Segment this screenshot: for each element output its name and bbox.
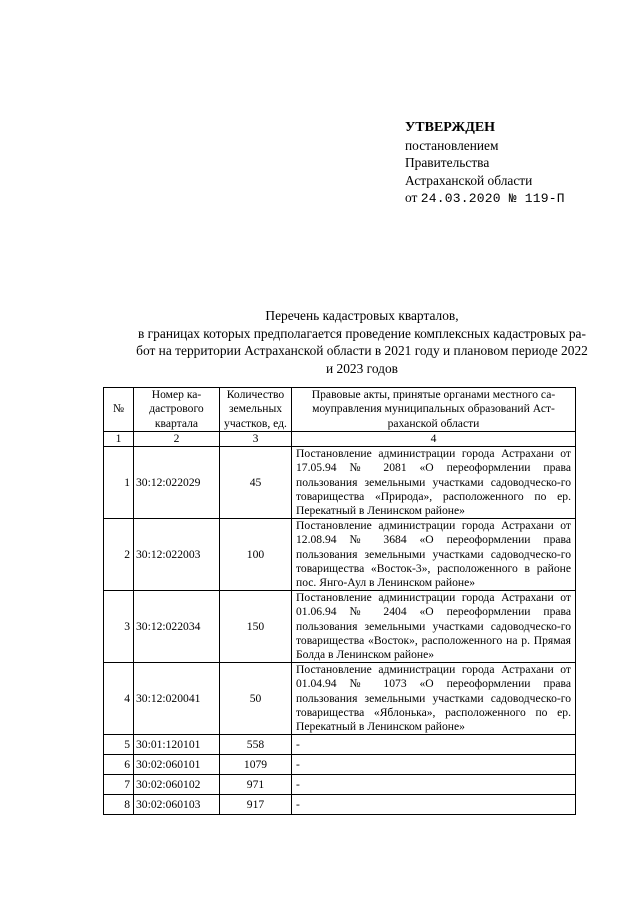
- table-row: [104, 663, 576, 735]
- index-cell: 2: [134, 432, 220, 447]
- legal-act-cell: -: [292, 735, 576, 755]
- legal-act-cell: -: [292, 795, 576, 815]
- header-act: Правовые акты, принятые органами местного са-моуправления муниципальных образований Аст-раханской области: [292, 388, 576, 432]
- cadastral-number-cell: 30:12:022003: [134, 519, 220, 591]
- legal-act-cell: Постановление администрации города Астрахани от 01.06.94 № 2404 «О переоформлении права пользования земельными участками садоводческо-го товарищества «Восток», расположенного на р. Прямая Болда в Ленинском районе»: [292, 591, 576, 663]
- cadastral-number-cell: 30:01:120101: [134, 735, 220, 755]
- row-number-cell: 6: [104, 755, 134, 775]
- table-header-row: [104, 388, 576, 432]
- parcel-count-cell: 100: [220, 519, 292, 591]
- legal-act-cell: -: [292, 755, 576, 775]
- document-title: [112, 307, 612, 377]
- cadastral-number-cell: 30:02:060103: [134, 795, 220, 815]
- parcel-count-cell: 150: [220, 591, 292, 663]
- cadastral-table: [103, 387, 576, 815]
- cadastral-number-cell: 30:02:060101: [134, 755, 220, 775]
- row-number-cell: 2: [104, 519, 134, 591]
- cadastral-number-cell: 30:12:022029: [134, 447, 220, 519]
- table-body: [104, 432, 576, 815]
- table-row: [104, 795, 576, 815]
- row-number-cell: 1: [104, 447, 134, 519]
- parcel-count-cell: 558: [220, 735, 292, 755]
- document-title-line: в границах которых предполагается проведение комплексных кадастровых ра-: [138, 325, 586, 341]
- header-count: Количество земельных участков, ед.: [220, 388, 292, 432]
- cadastral-number-cell: 30:12:020041: [134, 663, 220, 735]
- document-title-line: Перечень кадастровых кварталов,: [265, 308, 459, 323]
- cadastral-number-cell: 30:02:060102: [134, 775, 220, 795]
- table-row: [104, 755, 576, 775]
- approval-block: [405, 119, 635, 208]
- row-number-cell: 3: [104, 591, 134, 663]
- parcel-count-cell: 917: [220, 795, 292, 815]
- row-number-cell: 5: [104, 735, 134, 755]
- approval-line: Астраханской области: [405, 172, 533, 188]
- approval-date-prefix: от: [405, 190, 418, 205]
- row-number-cell: 8: [104, 795, 134, 815]
- legal-act-cell: Постановление администрации города Астрахани от 17.05.94 № 2081 «О переоформлении права пользования земельными участками садоводческо-го товарищества «Природа», расположенного по ер. Перекатный в Ленинском районе»: [292, 447, 576, 519]
- legal-act-cell: Постановление администрации города Астрахани от 12.08.94 № 3684 «О переоформлении права пользования земельными участками садоводческо-го товарищества «Восток-3», расположенного в районе пос. Янго-Аул в Ленинском районе»: [292, 519, 576, 591]
- cadastral-number-cell: 30:12:022034: [134, 591, 220, 663]
- table-row: [104, 591, 576, 663]
- table-index-row: [104, 432, 576, 447]
- table-row: [104, 519, 576, 591]
- index-cell: 1: [104, 432, 134, 447]
- parcel-count-cell: 1079: [220, 755, 292, 775]
- header-num: №: [104, 388, 134, 432]
- approval-title: УТВЕРЖДЕН: [405, 120, 496, 135]
- table-row: [104, 735, 576, 755]
- table-row: [104, 775, 576, 795]
- table-row: [104, 447, 576, 519]
- legal-act-cell: -: [292, 775, 576, 795]
- approval-line: Правительства: [405, 155, 490, 170]
- parcel-count-cell: 50: [220, 663, 292, 735]
- document-title-line: и 2023 годов: [326, 360, 398, 376]
- approval-date-number: 24.03.2020 № 119-П: [420, 191, 565, 206]
- document-title-line: бот на территории Астраханской области в 2021 году и плановом периоде 2022: [136, 343, 588, 358]
- header-code: Номер ка-дастрового квартала: [134, 388, 220, 432]
- approval-date: [405, 189, 635, 208]
- parcel-count-cell: 45: [220, 447, 292, 519]
- index-cell: 3: [220, 432, 292, 447]
- parcel-count-cell: 971: [220, 775, 292, 795]
- approval-line: постановлением: [405, 137, 499, 153]
- index-cell: 4: [292, 432, 576, 447]
- row-number-cell: 7: [104, 775, 134, 795]
- legal-act-cell: Постановление администрации города Астрахани от 01.04.94 № 1073 «О переоформлении права пользования земельными участками садоводческо-го товарищества «Яблонька», расположенного по ер. Перекатный в Ленинском районе»: [292, 663, 576, 735]
- row-number-cell: 4: [104, 663, 134, 735]
